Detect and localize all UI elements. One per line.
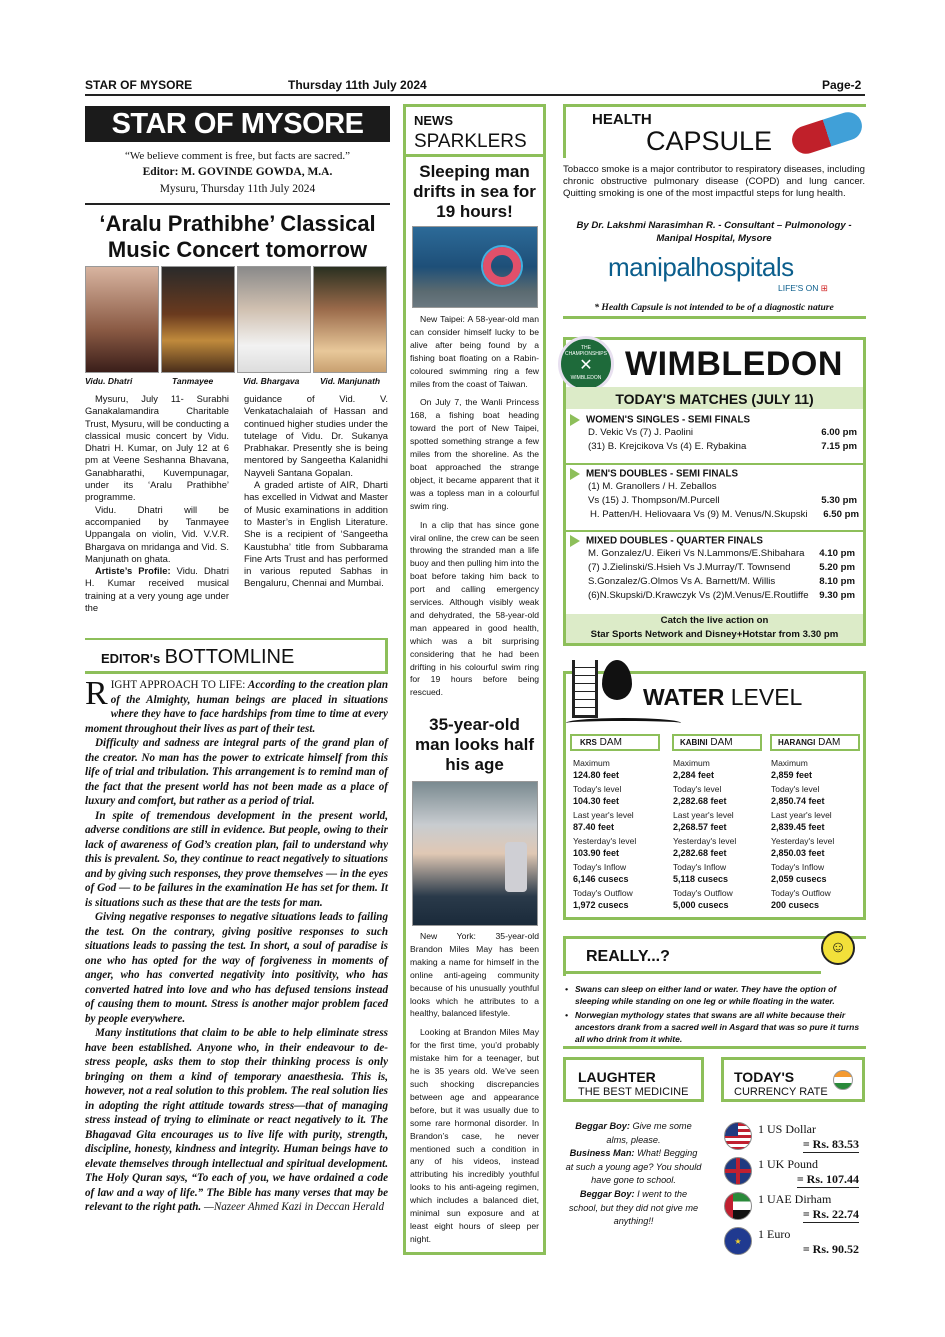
currency-row (722, 1225, 865, 1260)
plus-icon: ⊞ (820, 283, 828, 293)
concert-p2: Vidu. Dhatri will be accompanied by Tanmayee Uppangala on violin, Vid. V.V.R. Bhargava on mridanga and Vid. S. Manjunath on ghata. (85, 503, 229, 564)
india-flag-icon (833, 1070, 853, 1090)
health-tag2: CAPSULE (646, 126, 773, 156)
krs-v5: 6,146 cusecs (573, 874, 629, 884)
concert-headline-line2: Music Concert tomorrow (107, 237, 368, 262)
caption-4: Vid. Manjunath (320, 376, 381, 386)
currency-rate-1: = Rs. 83.53 (802, 1137, 859, 1151)
wimbledon-section-2 (566, 468, 863, 522)
concert-headline-line1: ‘Aralu Prathibhe’ Classical (99, 211, 376, 236)
w-s1-match-1: D. Vekic Vs (7) J. Paolini (588, 427, 694, 438)
currency-t2: CURRENCY RATE (734, 1086, 828, 1098)
w-s3-time-4: 9.30 pm (819, 590, 855, 601)
news-tag1: NEWS (414, 113, 453, 128)
krs-l4: Yesterday's level (573, 836, 637, 846)
water-title (643, 684, 802, 711)
kabini-v3: 2,268.57 feet (673, 822, 727, 832)
concert-p3: Vidu. Dhatri H. Kumar received musical training at a very young age under the (85, 565, 229, 614)
harangi-l4: Yesterday's level (771, 836, 835, 846)
bottomline-p5: Many institutions that claim to be able to help eliminate stress have been established. Anyone who, in their endeavour to de-stress people, asks them to stop their thinking process is only bringing on them a kind of temporary anaesthesia. This is, however, not a real solution to this problem. The real solution lies in adopting the right attitude towards stress—that of managing stress instead of trying to eliminate or react negatively to it. The Bhagavad Gita encourages us to live life with purity, strength, discipline, honesty, kindness and integrity. Human beings have to elevate themselves through intellectual and spiritual development. The Holy Quran says, “To each of you, we have ordained a code of law and a way of life.” The Bible has many verses that may be relevant to the right path. (85, 1027, 388, 1213)
eu-flag-icon: ★ (724, 1227, 752, 1255)
bottomline-lead: IGHT APPROACH TO LIFE: (110, 679, 246, 691)
really-list (565, 983, 865, 1045)
header-rule (85, 94, 865, 96)
w-foot2: Star Sports Network and Disney+Hotstar from 3.30 pm (590, 629, 839, 640)
dropcap: R (85, 675, 108, 712)
currency-name-4: 1 Euro (758, 1227, 791, 1241)
concert-p1: Mysuru, July 11- Surabhi Ganakalamandira Charitable Trust, Mysuru, will be conducting a classical music concert by Vidu. Dhatri H. Kumar, on July 12 at 6 pm at Veene Seshanna Bhavana, Ganabharathi, Kuvempunagar, under its ‘Aralu Prathibhe’ programme. (85, 393, 229, 503)
divider (85, 203, 390, 205)
kabini-l2: Today's level (673, 784, 722, 794)
harangi-l1: Maximum (771, 758, 808, 768)
currency-rate-4: = Rs. 90.52 (802, 1242, 859, 1256)
krs-v4: 103.90 feet (573, 848, 620, 858)
harangi-v2: 2,850.74 feet (771, 796, 825, 806)
us-flag-icon (724, 1122, 752, 1150)
krs-v2: 104.30 feet (573, 796, 620, 806)
joke-speaker-3: Beggar Boy: (579, 1188, 635, 1199)
dam-krs (570, 734, 660, 911)
bottomline-body (85, 675, 388, 1215)
w-s2-match-2: Vs (15) J. Thompson/M.Purcell (588, 495, 720, 506)
concert-col-2 (244, 393, 388, 590)
currency-list (722, 1120, 865, 1260)
harangi-l5: Today's Inflow (771, 862, 825, 872)
kabini-v2: 2,282.68 feet (673, 796, 727, 806)
wimbledon-subtitle: TODAY'S MATCHES (JULY 11) (566, 387, 863, 409)
health-text: Tobacco smoke is a major contributor to respiratory diseases, including chronic obstructive pulmonary disease (COPD) and lung cancer. Quitting smoking is one of the most impactful steps for lung health. (563, 164, 865, 199)
bottomline-p1: According to the creation plan of the Almighty, human beings are placed in situations where they have to face hardships from time to time at every moment throughout their lives as part of their test. (85, 679, 388, 735)
w-s2-match-1: (1) M. Granollers / H. Zeballos (588, 481, 717, 492)
harangi-name: HARANGI (778, 738, 816, 747)
news-s2-p2: Looking at Brandon Miles May for the first time, you’d probably mistake him for a teenager, but he is 35 years old. We’ve seen such shocking discrepancies between age and appearance before, but it was usually due to some rare hormonal disorder. In Brandon’s case, he never mentioned such a condition in any of his videos, instead attributing his incredibly youthful looks to his anti-ageing regimen, which includes a balanced diet, minimal sun exposure and at least eight hours of sleep per night. (410, 1027, 539, 1244)
w-s3-match-1: M. Gonzalez/U. Eikeri Vs N.Lammons/E.Shibahara (588, 548, 805, 559)
kabini-v4: 2,282.68 feet (673, 848, 727, 858)
tennis-icon: ✕ (579, 357, 593, 374)
kabini-name: KABINI (680, 738, 708, 747)
news-headline-1: Sleeping man drifts in sea for 19 hours! (413, 162, 536, 221)
currency-header (721, 1057, 865, 1102)
krs-l1: Maximum (573, 758, 610, 768)
joke-line-2: What! Begging at such a young age? You should have gone to school. (565, 1148, 702, 1186)
manipal-logo: manipalhospitals (608, 252, 794, 282)
w-s3-match-3: S.Gonzalez/G.Olmos Vs A. Barnett/M. Willis (588, 576, 776, 587)
currency-rate-3: = Rs. 22.74 (802, 1207, 859, 1221)
harangi-v4: 2,850.03 feet (771, 848, 825, 858)
concert-p5: A graded artiste of AIR, Dharti has excelled in Vidwat and Master of Music examinations in addition to Master’s in English Literature. She is a recipient of ‘Sangeetha Kaustubha’ title from Subbarama Fine Arts Trust and has performed in various reputed Sabhas in Bengaluru, Chennai and Mumbai. (244, 479, 388, 589)
manipal-tagline-text: LIFE'S ON (778, 283, 819, 293)
kabini-l6: Today's Outflow (673, 888, 733, 898)
news-s1-p3: In a clip that has since gone viral online, the crew can be seen throwing the stranded man a life buoy and then pulling him into the boat before taking him back to port and calling emergency services. Although visibly weak and dehydrated, the 58-year-old man appeared in good health, which was a bit surprising considering that he had been drifting in his colourful swim ring for 19 hours before being rescued. (410, 519, 539, 698)
editor-line: Editor: M. GOVINDE GOWDA, M.A. (142, 166, 333, 178)
krs-v3: 87.40 feet (573, 822, 615, 832)
uae-flag-icon (724, 1192, 752, 1220)
profile-label: Artiste’s Profile: (95, 565, 171, 577)
photo-sea-rescue (412, 226, 538, 308)
health-rule (563, 316, 866, 319)
w-s3-time-1: 4.10 pm (819, 548, 855, 559)
bottomline-tag1: EDITOR's (101, 651, 161, 666)
bottomline-p4: Giving negative responses to negative situations leads to failing the test. On the contrary, giving positive responses to such situations leads to passing the test. In short, a soul of paradise is one who has opted for the way of forgiveness in moments of anger, who has converted negativity into positivity, who has converted hatred into love and who has defused tensions instead of causing them to mount. Stress is another major problem faced by people everywhere. (85, 911, 388, 1025)
health-tag1: HEALTH (592, 111, 652, 128)
kabini-suffix: DAM (710, 737, 733, 748)
w-s3-match-2: (7) J.Zielinski/S.Hsieh Vs J.Murray/T. Townsend (588, 562, 791, 573)
really-title: REALLY...? (586, 948, 670, 965)
krs-l2: Today's level (573, 784, 622, 794)
laughter-t2: THE BEST MEDICINE (578, 1086, 689, 1098)
harangi-v3: 2,839.45 feet (771, 822, 825, 832)
really-item-2: Norwegian mythology states that swans are all white because their ancestors drank from a sacred well in Asgard that was so pure it turns all who drink from it white. (575, 1010, 860, 1044)
water-title-2: LEVEL (730, 684, 803, 710)
water-drop-icon (602, 660, 632, 700)
lightbulb-icon: ☺ (821, 931, 855, 965)
gauge-icon (572, 660, 598, 718)
paper-name: STAR OF MYSORE (85, 78, 193, 92)
kabini-l1: Maximum (673, 758, 710, 768)
w-foot1: Catch the live action on (660, 615, 769, 626)
w-s1-match-2: (31) B. Krejcikova Vs (4) E. Rybakina (588, 441, 747, 452)
badge-bottom-text: WIMBLEDON (570, 375, 602, 381)
laughter-t1: LAUGHTER (578, 1069, 656, 1085)
w-s2-time-2: 5.30 pm (821, 495, 857, 506)
health-byline: By Dr. Lakshmi Narasimhan R. - Consultant – Pulmonology - Manipal Hospital, Mysore (576, 220, 852, 244)
kabini-v6: 5,000 cusecs (673, 900, 729, 910)
wimbledon-badge (558, 336, 614, 392)
kabini-v1: 2,284 feet (673, 770, 715, 780)
bullet-icon: • (565, 1010, 568, 1020)
bottomline-p2: Difficulty and sadness are integral parts of the grand plan of the creator. No man has the power to extricate himself from this life of trial and tribulation. This arrangement is to remind man of the fact that the present world has not been made as a place of luxury and comfort, but rather as a period of trial. (85, 737, 388, 807)
currency-name-2: 1 UK Pound (758, 1157, 819, 1171)
water-title-1: WATER (643, 684, 725, 710)
w-divider-1 (566, 463, 863, 465)
joke-speaker-2: Business Man: (569, 1148, 635, 1159)
kabini-v5: 5,118 cusecs (673, 874, 729, 884)
currency-row (722, 1155, 865, 1190)
currency-name-3: 1 UAE Dirham (758, 1192, 832, 1206)
krs-v1: 124.80 feet (573, 770, 620, 780)
masthead-title: STAR OF MYSORE (85, 106, 390, 142)
joke-line-1: Give me some alms, please. (606, 1121, 692, 1145)
krs-l3: Last year's level (573, 810, 634, 820)
currency-row (722, 1120, 865, 1155)
laughter-header (563, 1057, 704, 1102)
kabini-l4: Yesterday's level (673, 836, 737, 846)
wave-icon (566, 718, 681, 728)
health-header (563, 104, 866, 158)
krs-l6: Today's Outflow (573, 888, 633, 898)
harangi-suffix: DAM (818, 737, 841, 748)
krs-l5: Today's Inflow (573, 862, 627, 872)
really-rule (563, 1046, 866, 1049)
capsule-icon (788, 109, 865, 158)
w-divider-2 (566, 530, 863, 532)
badge-top-text: THE CHAMPIONSHIPS (565, 345, 607, 357)
wimbledon-title: WIMBLEDON (625, 345, 843, 383)
w-s1-time-1: 6.00 pm (821, 427, 857, 438)
bullet-icon: • (565, 984, 568, 994)
place-date: Mysuru, Thursday 11th July 2024 (159, 183, 316, 195)
really-header (563, 936, 866, 976)
krs-suffix: DAM (599, 737, 622, 748)
manipal-tagline (778, 283, 828, 294)
news-s1-p1: New Taipei: A 58-year-old man can consider himself lucky to be alive after being found by a fishing boat floating on a Rabin-coloured swimming ring a few miles from the coast of Taiwan. (410, 314, 539, 389)
harangi-v1: 2,859 feet (771, 770, 813, 780)
news-s1-p2: On July 7, the Wanli Princess 168, a fishing boat heading toward the port of New Taipei, spotted something strange a few miles from the shoreline. As the boat approached the strange object, it became apparent that it was a topless man in a colourful swim ring. (410, 397, 539, 511)
bottomline-header (85, 638, 388, 674)
w-s1-title: WOMEN'S SINGLES - SEMI FINALS (586, 414, 750, 426)
currency-t1: TODAY'S (734, 1069, 795, 1085)
news-story-1 (410, 313, 539, 699)
w-s3-match-4: (6)N.Skupski/D.Krawczyk Vs (2)M.Venus/E.Routliffe (588, 590, 809, 601)
photo-brandon (412, 781, 538, 926)
concert-p4: guidance of Vid. V. Venkatachalaiah of Hassan and continued higher studies under the tutelage of Vidu. Dr. Sukanya Prabhakar. Presently she is being mentored by Sangeetha Kalanidhi Nayveli Santana Gopalan. (244, 393, 388, 478)
concert-headline (85, 211, 390, 263)
joke-speaker-1: Beggar Boy: (575, 1121, 630, 1131)
currency-row (722, 1190, 865, 1225)
dam-kabini (672, 734, 762, 911)
issue-date: Thursday 11th July 2024 (288, 78, 427, 92)
kabini-l5: Today's Inflow (673, 862, 727, 872)
w-s2-match-3: H. Patten/H. Heliovaara Vs (9) M. Venus/N.Skupski (590, 509, 808, 520)
w-s1-time-2: 7.15 pm (821, 441, 857, 452)
w-s3-time-3: 8.10 pm (819, 576, 855, 587)
harangi-v5: 2,059 cusecs (771, 874, 827, 884)
harangi-v6: 200 cusecs (771, 900, 820, 910)
krs-v6: 1,972 cusecs (573, 900, 629, 910)
caption-3: Vid. Bhargava (243, 376, 300, 386)
harangi-l2: Today's level (771, 784, 820, 794)
news-tag2: SPARKLERS (414, 131, 527, 152)
w-s3-time-2: 5.20 pm (819, 562, 855, 573)
w-s2-time-3: 6.50 pm (823, 509, 859, 520)
news-headline-2: 35-year-old man looks half his age (414, 715, 535, 774)
news-s2-p1: New York: 35-year-old Brandon Miles May has been making a name for himself in the online anti-ageing community because of his unusually youthful looks which he attributes to a healthy, balanced lifestyle. (410, 931, 539, 1019)
uk-flag-icon (724, 1157, 752, 1185)
wimbledon-section-1 (566, 414, 863, 454)
photo-dhatri (85, 266, 159, 373)
bottomline-credit: —Nazeer Ahmed Kazi in Deccan Herald (201, 1201, 385, 1213)
wimbledon-section-3 (566, 535, 863, 603)
w-s3-title: MIXED DOUBLES - QUARTER FINALS (586, 535, 763, 547)
photo-tanmayee (161, 266, 235, 373)
kabini-l3: Last year's level (673, 810, 734, 820)
wimbledon-footer (566, 614, 863, 643)
bottomline-tag2: BOTTOMLINE (164, 646, 295, 668)
news-header (406, 107, 543, 157)
w-s2-title: MEN'S DOUBLES - SEMI FINALS (586, 468, 739, 480)
concert-col-1 (85, 393, 229, 614)
health-note: * Health Capsule is not intended to be of a diagnostic nature (594, 302, 834, 313)
photo-manjunath (313, 266, 387, 373)
krs-name: KRS (580, 738, 597, 747)
laughter-joke (565, 1120, 702, 1229)
page-number: Page-2 (822, 78, 862, 92)
really-item-1: Swans can sleep on either land or water. They have the option of sleeping while standing on one leg or while floating in the water. (575, 984, 837, 1006)
dam-harangi (770, 734, 860, 911)
bottomline-p3: In spite of tremendous development in the present world, adverse conditions are still in evidence. But people, owing to their lack of awareness of God’s creation plan, fail to understand why this is prevalent. So, they continue to react negatively to situations and by giving such responses, they prove themselves — in the eyes of God — to be failures in the examination He has set for them. It is situations such as these that are the tests for man. (85, 809, 388, 909)
motto: “We believe comment is free, but facts are sacred.” (124, 150, 351, 162)
joke-line-3: I went to the school, but they did not give me anything!! (568, 1188, 699, 1227)
harangi-l6: Today's Outflow (771, 888, 831, 898)
currency-name-1: 1 US Dollar (758, 1122, 816, 1136)
photo-bhargava (237, 266, 311, 373)
caption-1: Vidu. Dhatri (85, 376, 133, 386)
news-story-2 (410, 930, 539, 1246)
currency-rate-2: = Rs. 107.44 (796, 1172, 859, 1186)
harangi-l3: Last year's level (771, 810, 832, 820)
caption-2: Tanmayee (172, 376, 214, 386)
